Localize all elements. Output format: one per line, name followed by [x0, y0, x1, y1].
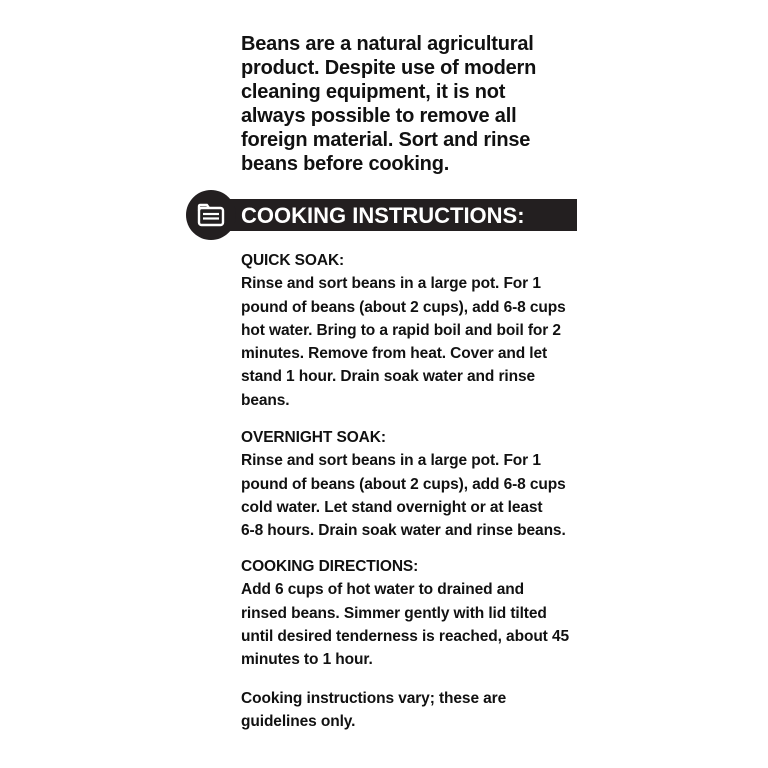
quick-soak-line: hot water. Bring to a rapid boil and boil for 2	[241, 321, 561, 339]
banner-badge	[186, 190, 236, 240]
cooking-directions-line: until desired tenderness is reached, about 45	[241, 627, 569, 645]
overnight-soak-heading: OVERNIGHT SOAK:	[241, 429, 386, 446]
overnight-soak-line: Rinse and sort beans in a large pot. For 1	[241, 452, 541, 470]
quick-soak-heading: QUICK SOAK:	[241, 252, 345, 269]
document-icon	[186, 190, 236, 240]
cooking-instructions-banner	[186, 190, 577, 240]
intro-line: Beans are a natural agricultural	[241, 33, 534, 55]
cooking-directions-body	[241, 578, 586, 671]
intro-line: product. Despite use of modern	[241, 57, 537, 79]
cooking-directions-heading: COOKING DIRECTIONS:	[241, 558, 419, 575]
intro-paragraph	[241, 32, 561, 176]
overnight-soak-line: 6-8 hours. Drain soak water and rinse beans.	[241, 522, 566, 540]
note-section	[241, 687, 586, 734]
quick-soak-line: pound of beans (about 2 cups), add 6-8 cups	[241, 298, 566, 316]
intro-line: beans before cooking.	[241, 153, 450, 175]
quick-soak-line: beans.	[241, 391, 290, 409]
note-line: guidelines only.	[241, 713, 356, 731]
overnight-soak-section	[241, 426, 586, 542]
cooking-directions-line: minutes to 1 hour.	[241, 651, 373, 669]
note-body	[241, 687, 586, 734]
cooking-directions-line: rinsed beans. Simmer gently with lid tilted	[241, 604, 547, 622]
quick-soak-section	[241, 249, 586, 412]
cooking-directions-line: Add 6 cups of hot water to drained and	[241, 581, 524, 599]
intro-line: foreign material. Sort and rinse	[241, 129, 531, 151]
overnight-soak-body	[241, 449, 586, 542]
banner-title: COOKING INSTRUCTIONS:	[241, 203, 525, 228]
intro-line: cleaning equipment, it is not	[241, 81, 506, 103]
quick-soak-line: Rinse and sort beans in a large pot. For 1	[241, 275, 541, 293]
intro-line: always possible to remove all	[241, 105, 517, 127]
quick-soak-line: minutes. Remove from heat. Cover and let	[241, 345, 548, 363]
overnight-soak-line: cold water. Let stand overnight or at least	[241, 498, 543, 516]
quick-soak-line: stand 1 hour. Drain soak water and rinse	[241, 368, 536, 386]
overnight-soak-line: pound of beans (about 2 cups), add 6-8 cups	[241, 475, 566, 493]
cooking-directions-section	[241, 555, 586, 671]
quick-soak-body	[241, 272, 586, 412]
note-line: Cooking instructions vary; these are	[241, 690, 507, 707]
